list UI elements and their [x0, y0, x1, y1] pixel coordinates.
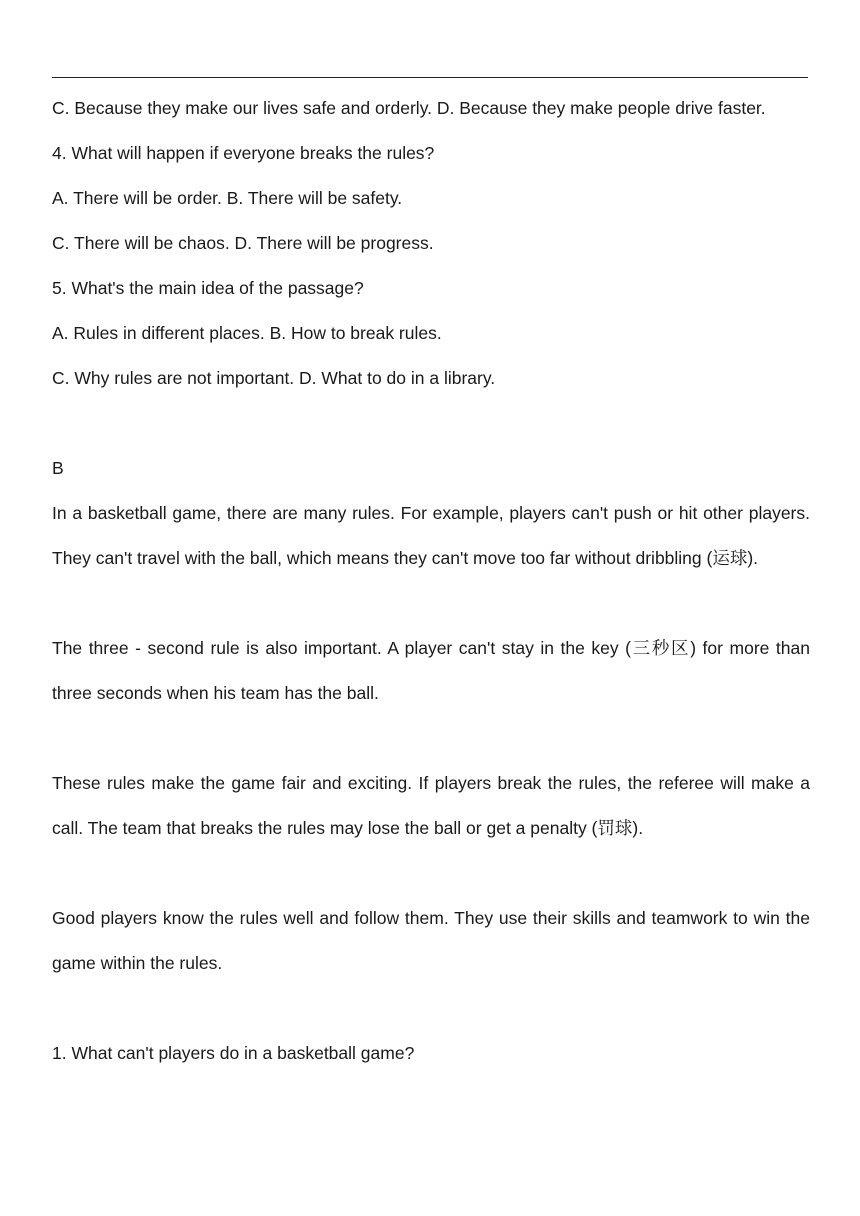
question-5-options-cd: C. Why rules are not important. D. What to do in a library. [52, 368, 496, 388]
spacer [52, 851, 810, 896]
question-4-options-cd: C. There will be chaos. D. There will be progress. [52, 233, 434, 253]
passage-b-paragraph-3: These rules make the game fair and exciting. If players break the rules, the referee will make a call. The team that breaks the rules may lose the ball or get a penalty (罚球). [52, 773, 810, 838]
passage-b-question-1: 1. What can't players do in a basketball game? [52, 1043, 415, 1063]
spacer [52, 986, 810, 1031]
question-4-options-ab: A. There will be order. B. There will be safety. [52, 188, 403, 208]
header-divider [52, 77, 808, 78]
document-body [52, 86, 810, 1076]
spacer [52, 581, 810, 626]
spacer [52, 716, 810, 761]
section-label-b: B [52, 458, 64, 478]
question-3-options-cd: C. Because they make our lives safe and orderly. D. Because they make people drive faster. [52, 98, 766, 118]
question-5: 5. What's the main idea of the passage? [52, 278, 364, 298]
passage-b-paragraph-1: In a basketball game, there are many rules. For example, players can't push or hit other players. They can't travel with the ball, which means they can't move too far without dribbling (运球). [52, 503, 810, 568]
passage-b-paragraph-4: Good players know the rules well and follow them. They use their skills and teamwork to win the game within the rules. [52, 908, 810, 973]
question-4: 4. What will happen if everyone breaks the rules? [52, 143, 435, 163]
question-5-options-ab: A. Rules in different places. B. How to break rules. [52, 323, 442, 343]
passage-b-paragraph-2: The three - second rule is also important. A player can't stay in the key (三秒区) for more than three seconds when his team has the ball. [52, 638, 810, 703]
spacer [52, 401, 810, 446]
